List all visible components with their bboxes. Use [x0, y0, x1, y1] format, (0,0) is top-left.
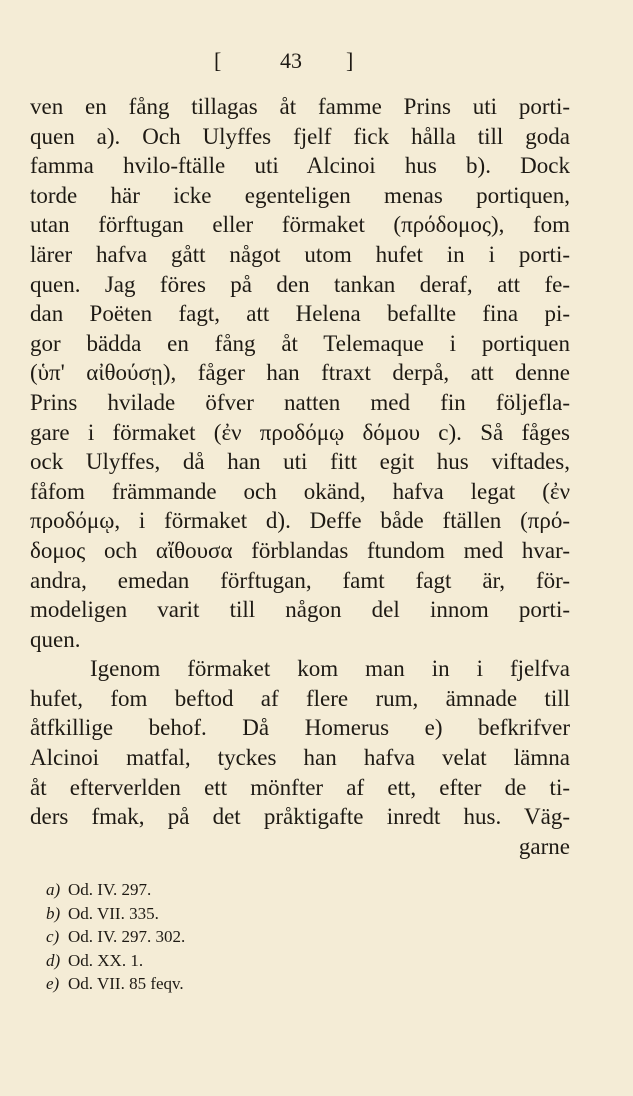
text-line: προδόμῳ, i förmaket d). Deffe både ftällen (πρό-	[30, 508, 570, 534]
text-line: åtfkillige behof. Då Homerus e) befkrifver	[30, 715, 570, 741]
text-line: famma hvilo-ftälle uti Alcinoi hus b). Dock	[30, 153, 570, 179]
text-line: (ὑπ' αἰθούσῃ), fåger han ftraxt derpå, att denne	[30, 360, 570, 386]
text-line: torde här icke egenteligen menas portiquen,	[30, 182, 570, 208]
footnote-text: Od. IV. 297. 302.	[68, 927, 186, 946]
text-line: hufet, fom beftod af flere rum, ämnade till	[30, 685, 570, 711]
text-line: Alcinoi matfal, tyckes han hafva velat lämna	[30, 745, 570, 771]
footnote	[46, 878, 346, 902]
footnote-text: Od. VII. 335.	[68, 903, 159, 923]
text-line: Prins hvilade öfver natten med fin följefla-	[30, 389, 570, 415]
footnote-marker: c)	[46, 927, 60, 946]
catchword: garne	[518, 833, 570, 859]
paragraph-first-line: Igenom förmaket kom man in i fjelfva	[90, 656, 570, 682]
text-line: gor bädda en fång åt Telemaque i portiquen	[30, 330, 570, 356]
footnote-marker: e)	[46, 974, 60, 993]
text-line: lärer hafva gått något utom hufet in i porti-	[30, 241, 570, 267]
footnote	[46, 949, 346, 973]
text-line: ders fmak, på det pråktigafte inredt hus. Väg-	[30, 804, 570, 830]
footnote-marker: b)	[46, 903, 61, 923]
text-line: ven en fång tillagas åt famme Prins uti porti-	[30, 94, 570, 119]
footnote-marker: a)	[46, 880, 61, 899]
right-bracket: ]	[346, 48, 354, 73]
left-bracket: [	[214, 48, 222, 73]
footnote-marker: d)	[46, 950, 61, 970]
text-line: utan förftugan eller förmaket (πρόδομος), fom	[30, 212, 570, 238]
footnote	[46, 972, 346, 996]
text-line: andra, emedan förftugan, famt fagt är, för-	[30, 567, 570, 593]
footnote-text: Od. VII. 85 feqv.	[68, 974, 184, 993]
body-text	[30, 92, 570, 861]
text-line: åt efterverlden ett mönfter af ett, efter de ti-	[30, 774, 570, 800]
text-line: quen. Jag föres på den tankan deraf, att fe-	[30, 271, 570, 297]
footnote-text: Od. XX. 1.	[68, 950, 144, 970]
footnote-text: Od. IV. 297.	[68, 880, 152, 899]
text-line: gare i förmaket (ἐν προδόμῳ δόμου c). Så fåges	[30, 419, 570, 445]
text-line: fåfom främmande och okänd, hafva legat (ἐν	[30, 478, 570, 504]
text-line: dan Poëten fagt, att Helena befallte fina pi-	[30, 301, 570, 327]
footnote	[46, 925, 346, 949]
footnote	[46, 902, 346, 926]
page-header	[0, 48, 633, 80]
text-line: ock Ulyffes, då han uti fitt egit hus viftades,	[30, 449, 570, 475]
text-line: δομος och αἴθουσα förblandas ftundom med hvar-	[30, 537, 570, 563]
text-line: quen a). Och Ulyffes fjelf fick hålla till goda	[30, 123, 570, 149]
text-line: quen.	[30, 626, 81, 652]
page-number: 43	[280, 48, 302, 73]
text-line: modeligen varit till någon del innom porti-	[30, 597, 570, 623]
footnotes	[46, 878, 346, 996]
